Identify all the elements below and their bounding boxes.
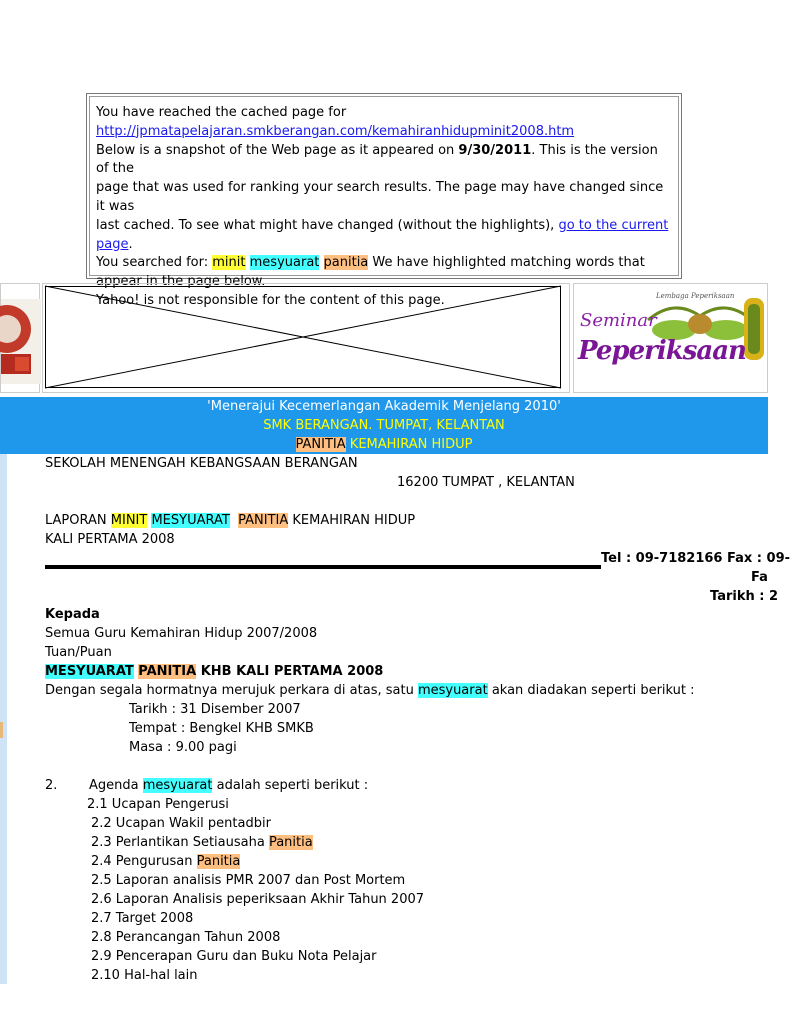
agenda-item: 2.1 Ucapan Pengerusi [87,797,229,812]
agenda-item: 2.9 Pencerapan Guru dan Buku Nota Pelajar [91,949,377,964]
cache-line-3: Below is a snapshot of the Web page as it appeared on [96,142,459,158]
cache-line-5: last cached. To see what might have changed (without the highlights), [96,217,559,233]
header-banner [0,281,768,397]
cache-notice [86,93,682,308]
cache-date: 9/30/2011 [458,142,532,158]
report-mesyuarat: MESYUARAT [151,513,230,528]
meeting-place: Tempat : Bengkel KHB SMKB [129,721,314,736]
report-title [45,513,415,528]
salutation: Tuan/Puan [45,645,112,660]
cache-line-4: page that was used for ranking your search results. The page may have changed since it was [96,180,664,214]
subject-mesyuarat: MESYUARAT [45,664,134,679]
search-term-minit: minit [212,255,246,271]
agenda-item [91,835,313,850]
school-name-location: SMK BERANGAN. TUMPAT, KELANTAN [263,418,505,433]
cache-line-7: appear in the page below. [96,274,266,290]
agenda-mesyuarat: mesyuarat [142,778,213,793]
body-intro [45,683,695,698]
left-logo-image [0,283,40,393]
meeting-time: Masa : 9.00 pagi [129,740,237,755]
kepada-heading: Kepada [45,607,100,622]
agenda-item [91,854,240,869]
agenda-item-text: 2.4 Pengurusan [91,854,197,869]
agenda-item-panitia: Panitia [196,854,241,869]
body-intro-b: akan diadakan seperti berikut : [487,683,695,698]
tel-fax: Tel : 09-7182166 Fax : 09- [601,551,790,566]
school-address: 16200 TUMPAT , KELANTAN [397,475,575,490]
subject-rest: KHB KALI PERTAMA 2008 [196,664,384,679]
cache-notice-text [89,96,679,308]
searched-label: You searched for: [96,255,213,271]
body-mesyuarat: mesyuarat [417,683,488,698]
left-margin-bar [0,454,7,984]
agenda-number: 2. [45,778,58,793]
cached-url-link[interactable]: http://jpmatapelajaran.smkberangan.com/kemahiranhidupminit2008.htm [96,123,575,139]
agenda-a: Agenda [89,778,143,793]
recipients: Semua Guru Kemahiran Hidup 2007/2008 [45,626,318,641]
letterhead-rule [45,565,601,569]
panitia-title [0,435,768,454]
agenda-item-text: 2.3 Perlantikan Setiausaha [91,835,269,850]
search-term-panitia: panitia [323,255,369,271]
report-kali: KALI PERTAMA 2008 [45,532,175,547]
agenda-item: 2.7 Target 2008 [91,911,194,926]
fax-continuation: Fa [751,570,768,585]
search-term-mesyuarat: mesyuarat [249,255,320,271]
subject-panitia: PANITIA [138,664,197,679]
report-panitia: PANITIA [238,513,289,528]
school-name: SEKOLAH MENENGAH KEBANGSAAN BERANGAN [45,456,358,471]
current-page-link[interactable]: go to the current [558,217,669,233]
subject-line [45,664,383,679]
seminar-peperiksaan-logo [573,283,768,393]
agenda-item: 2.2 Ucapan Wakil pentadbir [91,816,271,831]
cache-line-1: You have reached the cached page for [96,105,347,120]
letter-date: Tarikh : 2 [710,589,779,604]
meeting-date: Tarikh : 31 Disember 2007 [129,702,301,717]
peperiksaan-label: Peperiksaan [578,336,746,366]
agenda-item: 2.5 Laporan analisis PMR 2007 dan Post Mortem [91,873,406,888]
agenda-item: 2.8 Perancangan Tahun 2008 [91,930,281,945]
left-margin-marker [0,722,3,738]
body-intro-a: Dengan segala hormatnya merujuk perkara di atas, satu [45,683,418,698]
agenda-item-panitia: Panitia [268,835,313,850]
panitia-highlight: PANITIA [295,437,346,452]
cache-line-8: Yahoo! is not responsible for the content of this page. [96,292,445,308]
current-page-link-cont[interactable]: page [96,236,129,252]
school-header-band [0,397,768,454]
agenda-item: 2.10 Hal-hal lain [91,968,198,983]
broken-image-icon [45,286,561,388]
searched-tail: We have highlighted matching words that [368,255,645,271]
left-logo-icon [1,299,41,384]
cache-line-3-tail: . This is the version of the [96,142,658,177]
agenda-b: adalah seperti berikut : [212,778,369,793]
agenda-item: 2.6 Laporan Analisis peperiksaan Akhir Tahun 2007 [91,892,425,907]
report-prefix: LAPORAN [45,513,111,528]
agenda-intro [89,778,368,793]
subject-title: KEMAHIRAN HIDUP [345,437,473,452]
seminar-label: Seminar [580,310,657,331]
cache-period: . [128,236,133,252]
missing-image-placeholder [42,283,570,393]
report-suffix: KEMAHIRAN HIDUP [288,513,416,528]
school-motto: 'Menerajui Kecemerlangan Akademik Menjelang 2010' [207,399,561,414]
report-minit: MINIT [110,513,148,528]
svg-text:Lembaga Peperiksaan: Lembaga Peperiksaan [656,292,735,300]
